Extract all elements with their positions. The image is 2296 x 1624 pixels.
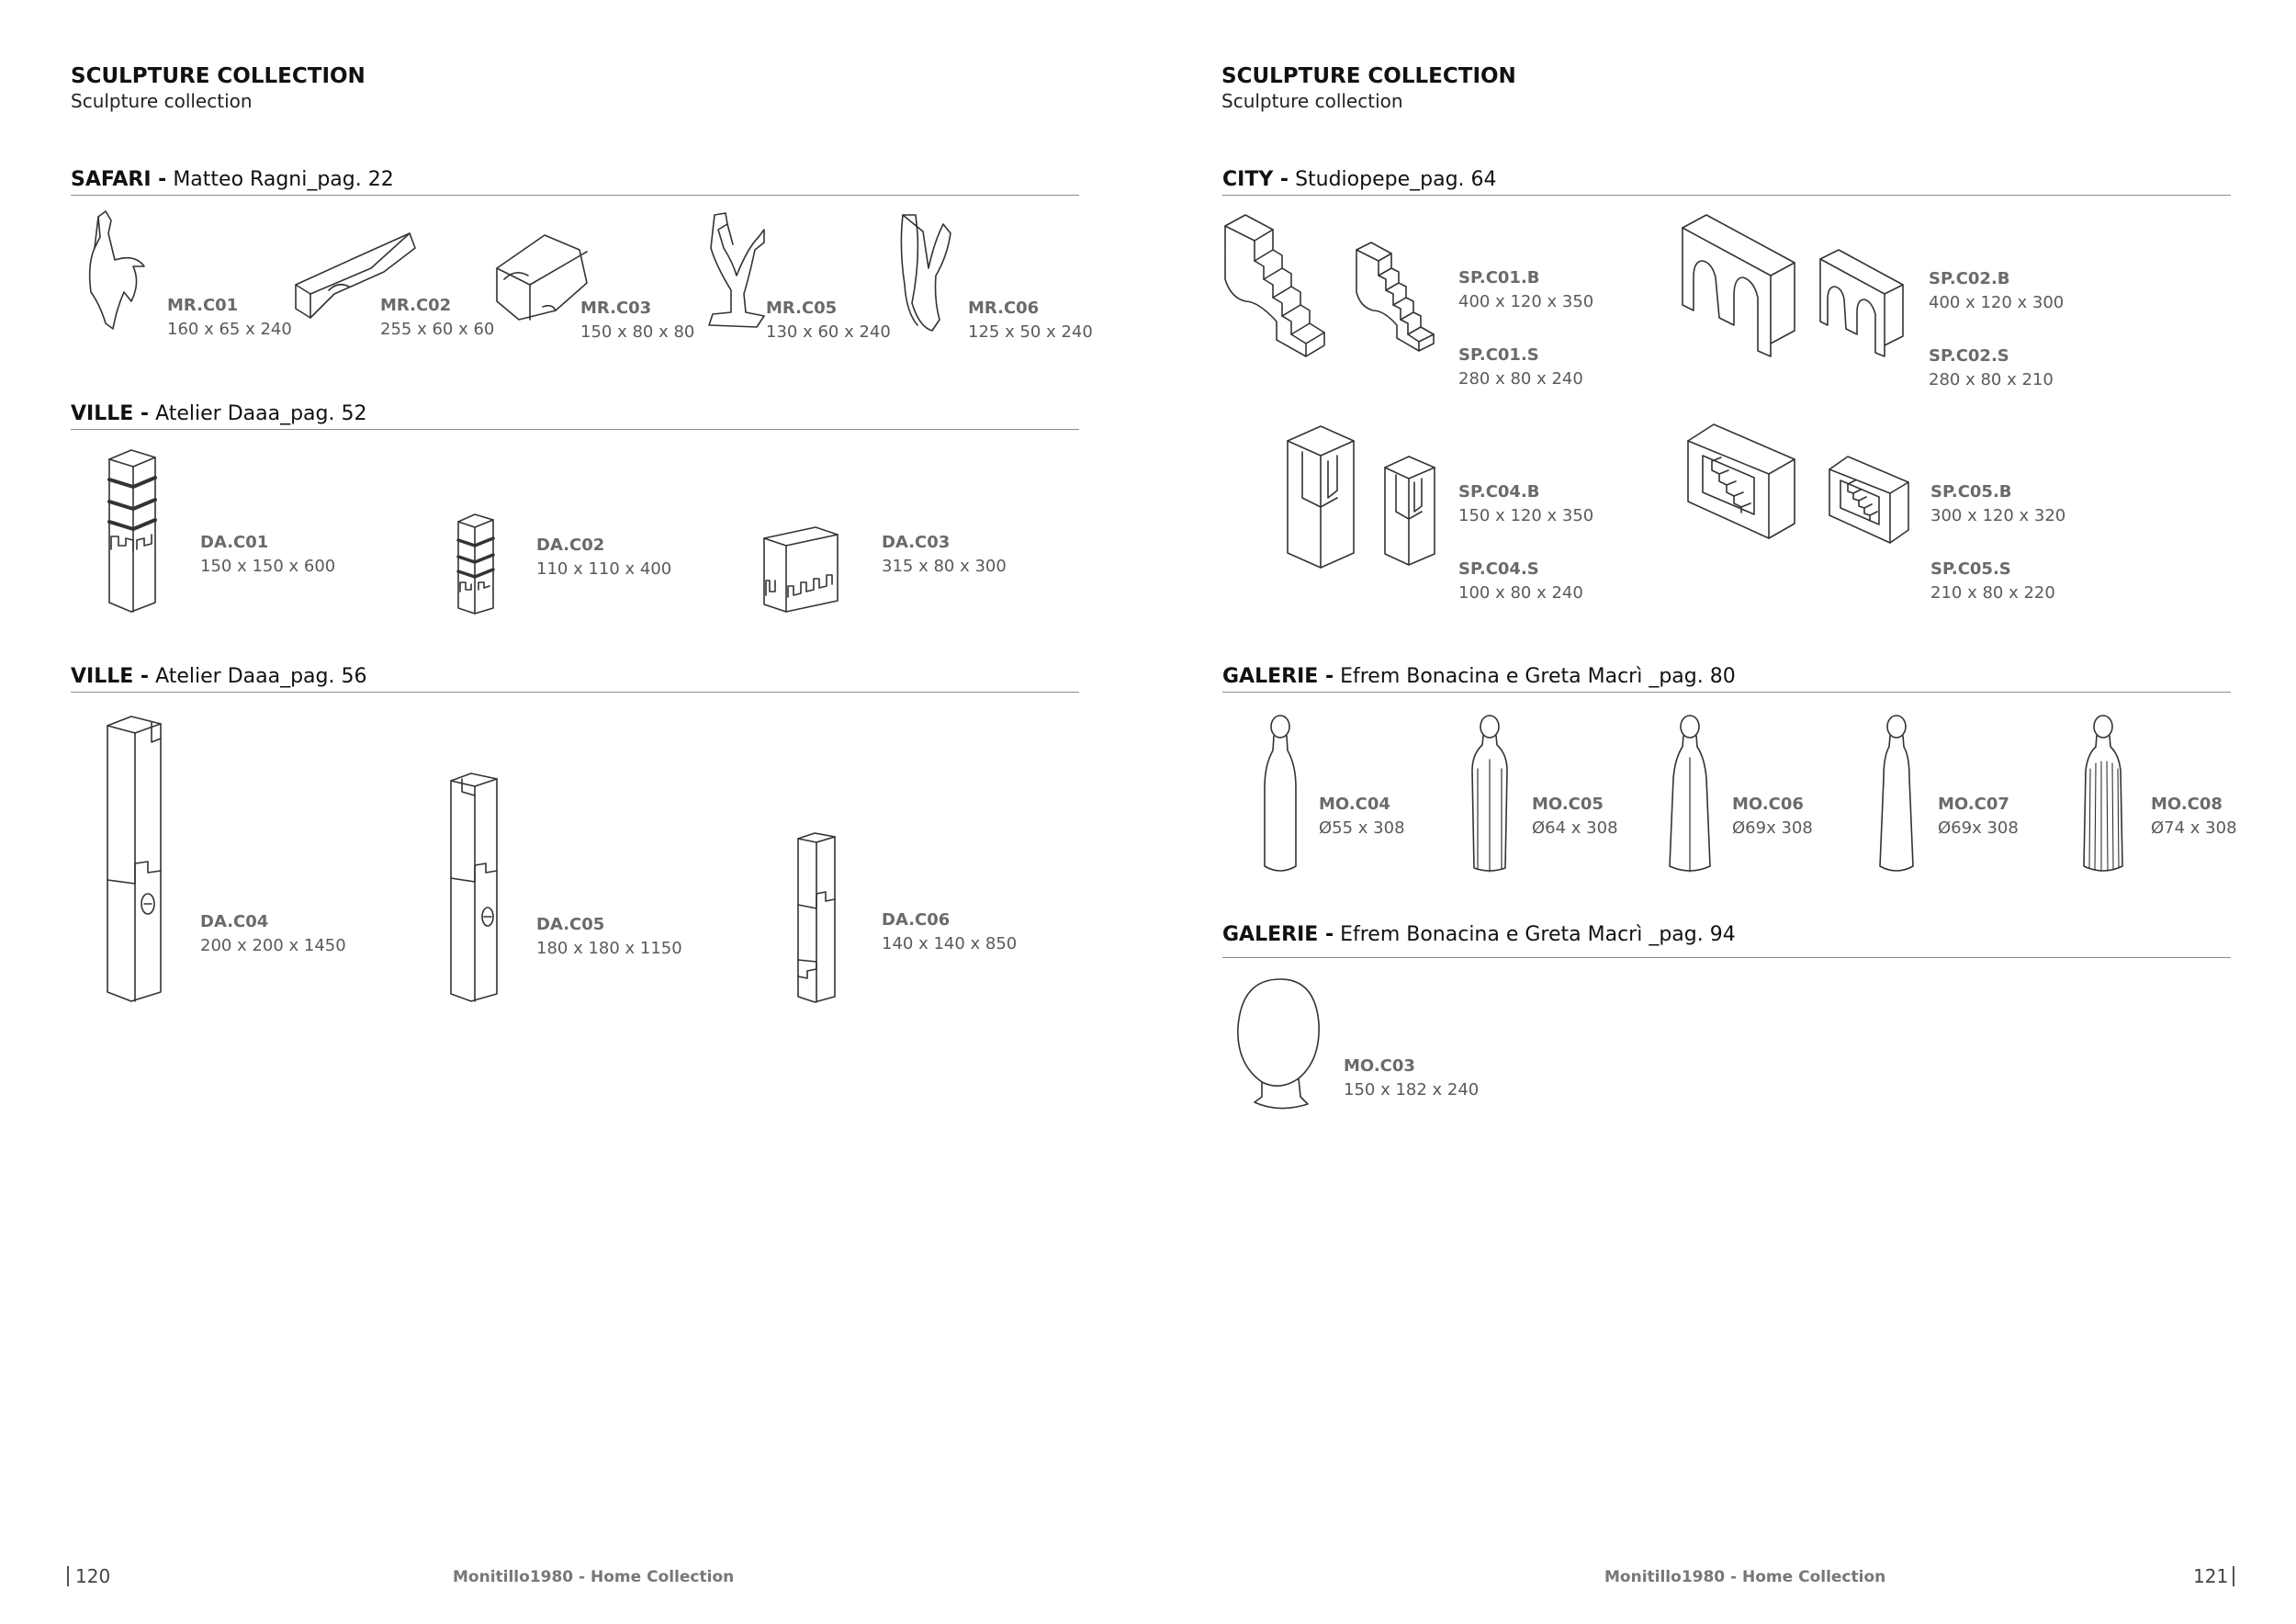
sculpture-mo-c03-drawing	[1234, 976, 1326, 1115]
sculpture-mo-c04-drawing	[1261, 714, 1300, 877]
item-dimensions: 400 x 120 x 350	[1458, 292, 1594, 311]
sculpture-sp-c01-b-drawing	[1221, 213, 1332, 360]
section-divider	[1222, 957, 2231, 958]
sculpture-da-c01-drawing	[106, 448, 165, 614]
item-dimensions: 280 x 80 x 210	[1929, 370, 2054, 389]
sculpture-sp-c05-s-drawing	[1826, 455, 1913, 547]
item-dimensions: 200 x 200 x 1450	[200, 936, 346, 955]
item-code: MR.C02	[380, 296, 452, 315]
item-code: MR.C01	[167, 296, 239, 315]
sculpture-sp-c04-b-drawing	[1284, 424, 1359, 571]
section-divider	[71, 195, 1079, 196]
item-code: MR.C05	[766, 299, 838, 318]
item-code: DA.C03	[882, 533, 951, 552]
section-author: Efrem Bonacina e Greta Macrì _pag. 80	[1340, 665, 1736, 688]
sculpture-sp-c02-b-drawing	[1679, 213, 1800, 360]
item-code: SP.C05.B	[1930, 482, 2012, 502]
sculpture-da-c05-drawing	[447, 772, 502, 1005]
sculpture-mr-c06-drawing	[895, 211, 960, 335]
item-dimensions: 125 x 50 x 240	[968, 322, 1093, 342]
sculpture-mo-c06-drawing	[1666, 714, 1714, 877]
item-dimensions: 110 x 110 x 400	[536, 559, 672, 579]
item-dimensions: 100 x 80 x 240	[1458, 583, 1583, 603]
item-code: MO.C04	[1319, 795, 1390, 814]
item-dimensions: 255 x 60 x 60	[380, 320, 495, 339]
right-page	[1148, 0, 2296, 1624]
item-code: SP.C02.B	[1929, 269, 2010, 288]
item-dimensions: Ø74 x 308	[2151, 818, 2237, 838]
item-code: DA.C05	[536, 915, 605, 934]
section-name: VILLE -	[71, 665, 150, 688]
sculpture-da-c06-drawing	[794, 831, 840, 1006]
item-code: SP.C02.S	[1929, 346, 2009, 366]
section-author: Efrem Bonacina e Greta Macrì _pag. 94	[1340, 923, 1736, 946]
section-author: Studiopepe_pag. 64	[1295, 168, 1497, 191]
section-divider	[71, 692, 1079, 693]
collection-subtitle: Sculpture collection	[71, 90, 253, 112]
item-code: SP.C04.B	[1458, 482, 1540, 502]
item-code: MO.C05	[1532, 795, 1604, 814]
section-heading-ville-52	[71, 402, 366, 425]
item-code: MR.C06	[968, 299, 1040, 318]
item-dimensions: 140 x 140 x 850	[882, 934, 1018, 953]
page-number-bar	[67, 1566, 69, 1586]
item-dimensions: 180 x 180 x 1150	[536, 939, 682, 958]
item-dimensions: 400 x 120 x 300	[1929, 293, 2065, 312]
section-author: Atelier Daaa_pag. 52	[155, 402, 367, 425]
page-number: 121	[2193, 1565, 2229, 1587]
item-code: MO.C08	[2151, 795, 2223, 814]
item-code: SP.C05.S	[1930, 559, 2011, 579]
collection-title: SCULPTURE COLLECTION	[71, 64, 366, 88]
sculpture-da-c02-drawing	[455, 513, 501, 615]
item-dimensions: 315 x 80 x 300	[882, 557, 1007, 576]
section-name: GALERIE -	[1222, 923, 1334, 946]
item-code: DA.C06	[882, 910, 951, 930]
item-dimensions: 280 x 80 x 240	[1458, 369, 1583, 389]
section-divider	[1222, 195, 2231, 196]
item-dimensions: Ø69x 308	[1732, 818, 1813, 838]
sculpture-mo-c05-drawing	[1469, 714, 1511, 877]
sculpture-mo-c07-drawing	[1876, 714, 1917, 877]
section-divider	[71, 429, 1079, 430]
item-code: MO.C03	[1344, 1056, 1415, 1076]
footer-brand: Monitillo1980 - Home Collection	[1604, 1568, 1886, 1586]
section-author: Atelier Daaa_pag. 56	[155, 665, 367, 688]
page-number: 120	[75, 1565, 111, 1587]
collection-subtitle: Sculpture collection	[1221, 90, 1403, 112]
item-dimensions: 300 x 120 x 320	[1930, 506, 2066, 525]
section-heading-galerie-94	[1222, 923, 1736, 946]
item-dimensions: 210 x 80 x 220	[1930, 583, 2055, 603]
section-heading-galerie-80	[1222, 665, 1736, 688]
sculpture-mr-c03-drawing	[491, 231, 592, 323]
item-dimensions: 150 x 120 x 350	[1458, 506, 1594, 525]
sculpture-sp-c05-b-drawing	[1684, 423, 1799, 542]
sculpture-mr-c01-drawing	[78, 209, 170, 333]
item-code: MO.C07	[1938, 795, 2009, 814]
sculpture-da-c03-drawing	[760, 525, 843, 615]
item-dimensions: 150 x 182 x 240	[1344, 1080, 1480, 1100]
item-code: MO.C06	[1732, 795, 1804, 814]
collection-title: SCULPTURE COLLECTION	[1221, 64, 1516, 88]
section-name: VILLE -	[71, 402, 150, 425]
item-dimensions: 150 x 80 x 80	[580, 322, 695, 342]
sculpture-da-c04-drawing	[104, 715, 168, 1005]
sculpture-sp-c02-s-drawing	[1817, 248, 1908, 360]
section-author: Matteo Ragni_pag. 22	[173, 168, 394, 191]
sculpture-sp-c01-s-drawing	[1353, 241, 1440, 355]
item-dimensions: 130 x 60 x 240	[766, 322, 891, 342]
item-code: DA.C04	[200, 912, 269, 931]
item-code: SP.C04.S	[1458, 559, 1539, 579]
item-code: SP.C01.S	[1458, 345, 1539, 365]
sculpture-sp-c04-s-drawing	[1381, 455, 1440, 570]
item-code: DA.C02	[536, 536, 605, 555]
footer-brand: Monitillo1980 - Home Collection	[453, 1568, 735, 1586]
section-heading-ville-56	[71, 665, 366, 688]
item-dimensions: Ø64 x 308	[1532, 818, 1618, 838]
page-number-bar	[2233, 1566, 2234, 1586]
item-dimensions: Ø69x 308	[1938, 818, 2019, 838]
item-dimensions: Ø55 x 308	[1319, 818, 1405, 838]
item-dimensions: 150 x 150 x 600	[200, 557, 336, 576]
section-name: SAFARI -	[71, 168, 167, 191]
section-heading-safari	[71, 168, 394, 191]
sculpture-mo-c08-drawing	[2080, 714, 2126, 877]
item-code: SP.C01.B	[1458, 268, 1540, 288]
item-code: MR.C03	[580, 299, 652, 318]
section-divider	[1222, 692, 2231, 693]
item-code: DA.C01	[200, 533, 269, 552]
section-name: GALERIE -	[1222, 665, 1334, 688]
section-name: CITY -	[1222, 168, 1289, 191]
section-heading-city	[1222, 168, 1497, 191]
item-dimensions: 160 x 65 x 240	[167, 320, 292, 339]
